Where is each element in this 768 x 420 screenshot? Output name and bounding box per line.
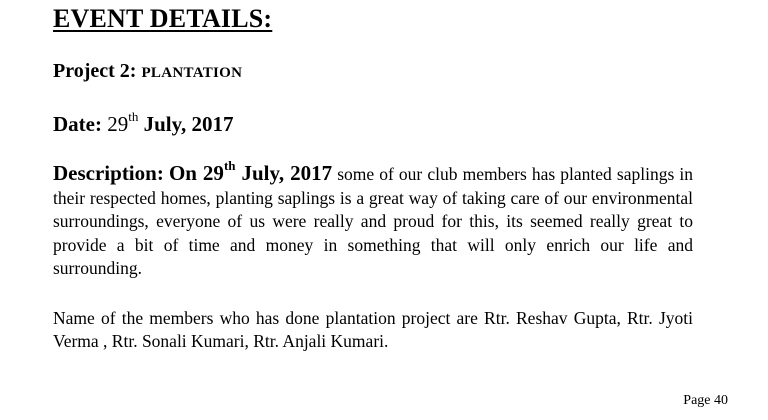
description-paragraph	[53, 158, 694, 281]
date-line	[53, 109, 234, 137]
project-value: PLANTATION	[141, 65, 243, 81]
description-label: Description:	[53, 161, 164, 185]
date-label: Date:	[53, 112, 102, 136]
description-text: some of our club members has planted saplings in their respected homes, planting saplings is a great way of taking care of our environmental surroundings, everyone of us were really and proud for this, its seemed really great to provide a bit of time and money in something that will only enrich our life and surrounding.	[53, 164, 694, 278]
description-lead-date	[168, 158, 333, 185]
page-number: Page 40	[683, 393, 728, 408]
description-lead-rest: July, 2017	[241, 161, 333, 185]
date-rest: July, 2017	[143, 112, 234, 136]
event-details-heading: EVENT DETAILS:	[53, 4, 273, 33]
date-day: 29	[107, 112, 129, 136]
project-label: Project 2:	[53, 60, 137, 82]
date-day-suffix: th	[128, 109, 139, 125]
description-lead-prefix: On 29	[168, 161, 224, 185]
description-lead-suffix: th	[223, 158, 236, 174]
members-paragraph: Name of the members who has done plantation project are Rtr. Reshav Gupta, Rtr. Jyoti Verma , Rtr. Sonali Kumari, Rtr. Anjali Kumari.	[53, 308, 693, 351]
project-line	[53, 60, 242, 83]
